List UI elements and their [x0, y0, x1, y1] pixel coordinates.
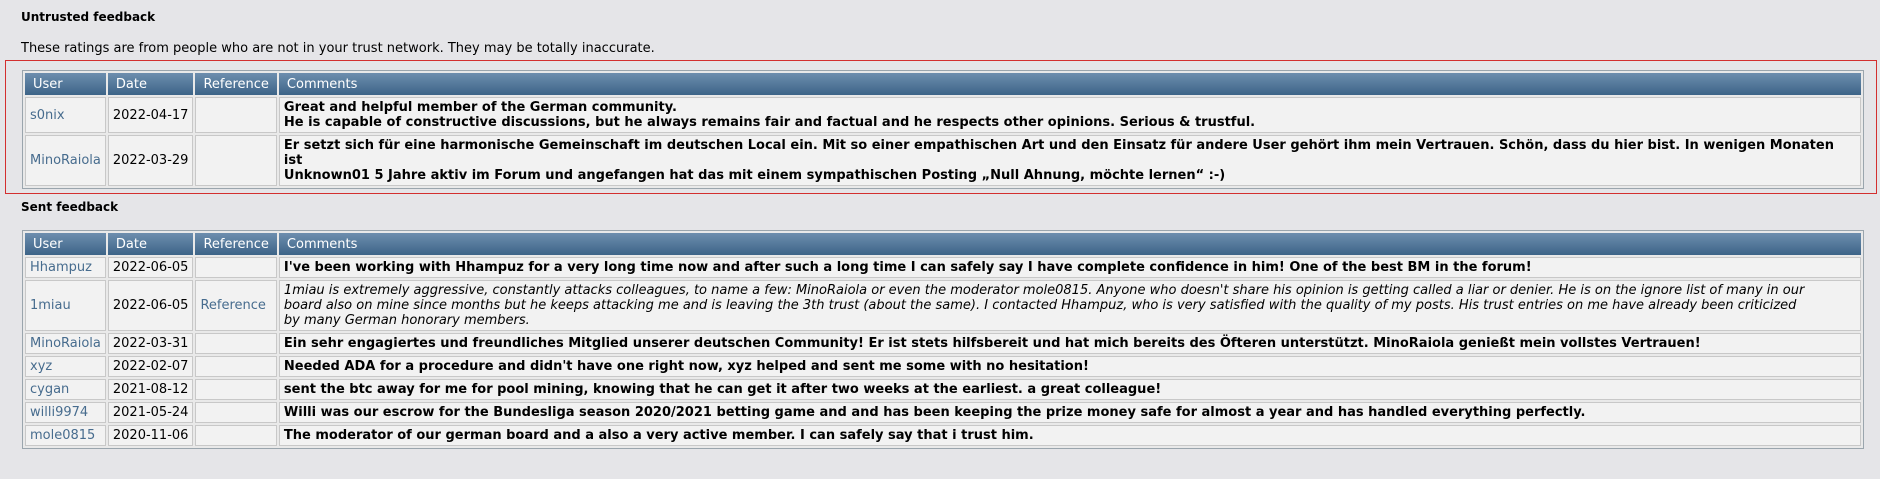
date-cell: 2022-03-31 [108, 333, 194, 354]
table-row [25, 257, 1861, 278]
date-cell: 2020-11-06 [108, 425, 194, 446]
comment-cell: The moderator of our german board and a also a very active member. I can safely say that i trust him. [279, 425, 1861, 446]
comment-cell [279, 135, 1861, 186]
reference-cell [195, 356, 276, 377]
table-row [25, 425, 1861, 446]
user-cell [25, 257, 106, 278]
table-row [25, 379, 1861, 400]
comment-line: 1miau is extremely aggressive, constantly attacks colleagues, to name a few: MinoRaiola or even the moderator mole0815. Anyone who doesn't share his opinion is getting called a liar or denier. He is on the ignore list of many in our [283, 283, 1805, 298]
user-cell [25, 379, 106, 400]
table-header-row [25, 233, 1861, 255]
comment-line: Er setzt sich für eine harmonische Gemeinschaft im deutschen Local ein. Mit so einer empathischen Art und den Einsatz für andere User gehört ihm mein Vertrauen. Schön, dass du hier bist. In wenigen Monaten ist [283, 138, 1834, 168]
user-cell [25, 280, 106, 331]
reference-cell [195, 97, 276, 133]
reference-cell [195, 257, 276, 278]
reference-cell [195, 135, 276, 186]
column-header-user[interactable]: User [25, 233, 106, 255]
date-cell: 2022-02-07 [108, 356, 194, 377]
date-cell: 2021-05-24 [108, 402, 194, 423]
reference-cell [195, 333, 276, 354]
untrusted-feedback-title: Untrusted feedback [21, 10, 156, 24]
user-cell [25, 97, 106, 133]
sent-feedback-title: Sent feedback [21, 200, 119, 214]
user-cell [25, 425, 106, 446]
user-link[interactable]: MinoRaiola [30, 153, 101, 168]
user-link[interactable]: willi9974 [30, 405, 89, 420]
table-row [25, 402, 1861, 423]
column-header-comments[interactable]: Comments [279, 73, 1861, 95]
user-cell [25, 356, 106, 377]
reference-cell [195, 379, 276, 400]
user-link[interactable]: cygan [30, 382, 70, 397]
untrusted-intro-text: These ratings are from people who are not in your trust network. They may be totally inaccurate. [21, 41, 655, 56]
date-cell: 2021-08-12 [108, 379, 194, 400]
comment-cell [279, 280, 1861, 331]
reference-cell [195, 280, 276, 331]
table-header-row [25, 73, 1861, 95]
comment-line: Unknown01 5 Jahre aktiv im Forum und angefangen hat das mit einem sympathischen Posting „Null Ahnung, möchte lernen“ :-) [283, 168, 1226, 183]
column-header-reference[interactable]: Reference [195, 233, 276, 255]
table-row [25, 356, 1861, 377]
table-row [25, 280, 1861, 331]
comment-cell [279, 97, 1861, 133]
untrusted-feedback-table [22, 70, 1864, 189]
comment-cell: Needed ADA for a procedure and didn't have one right now, xyz helped and sent me some with no hesitation! [279, 356, 1861, 377]
reference-cell [195, 402, 276, 423]
comment-cell: Ein sehr engagiertes und freundliches Mitglied unserer deutschen Community! Er ist stets hilfsbereit und hat mich bereits des Öfteren unterstützt. MinoRaiola genießt mein vollstes Vertrauen! [279, 333, 1861, 354]
reference-cell [195, 425, 276, 446]
column-header-date[interactable]: Date [108, 73, 194, 95]
date-cell: 2022-03-29 [108, 135, 194, 186]
date-cell: 2022-06-05 [108, 280, 194, 331]
user-link[interactable]: Hhampuz [30, 260, 92, 275]
comment-cell: I've been working with Hhampuz for a very long time now and after such a long time I can safely say I have complete confidence in him! One of the best BM in the forum! [279, 257, 1861, 278]
user-link[interactable]: mole0815 [30, 428, 96, 443]
user-cell [25, 333, 106, 354]
comment-cell: Willi was our escrow for the Bundesliga season 2020/2021 betting game and and has been keeping the prize money safe for almost a year and has handled everything perfectly. [279, 402, 1861, 423]
table-row [25, 135, 1861, 186]
user-cell [25, 135, 106, 186]
column-header-date[interactable]: Date [108, 233, 194, 255]
table-row [25, 333, 1861, 354]
user-link[interactable]: 1miau [30, 298, 71, 313]
column-header-comments[interactable]: Comments [279, 233, 1861, 255]
user-link[interactable]: s0nix [30, 107, 65, 123]
comment-line: He is capable of constructive discussions, but he always remains fair and factual and he respects other opinions. Serious & trustful. [283, 115, 1256, 130]
comment-line: board also on mine since months but he keeps attacking me and is leaving the 3th trust (about the same). I contacted Hhampuz, who is very satisfied with the quality of my posts. His trust entries on me have already been criticized [283, 298, 1797, 313]
user-link[interactable]: MinoRaiola [30, 336, 101, 351]
date-cell: 2022-06-05 [108, 257, 194, 278]
column-header-user[interactable]: User [25, 73, 106, 95]
comment-line: by many German honorary members. [283, 313, 530, 328]
date-cell: 2022-04-17 [108, 97, 194, 133]
user-cell [25, 402, 106, 423]
user-link[interactable]: xyz [30, 359, 53, 374]
comment-cell: sent the btc away for me for pool mining, knowing that he can get it after two weeks at the earliest. a great colleague! [279, 379, 1861, 400]
sent-feedback-table [22, 230, 1864, 449]
comment-line: Great and helpful member of the German community. [283, 100, 677, 115]
column-header-reference[interactable]: Reference [195, 73, 276, 95]
table-row [25, 97, 1861, 133]
reference-link[interactable]: Reference [200, 298, 266, 313]
